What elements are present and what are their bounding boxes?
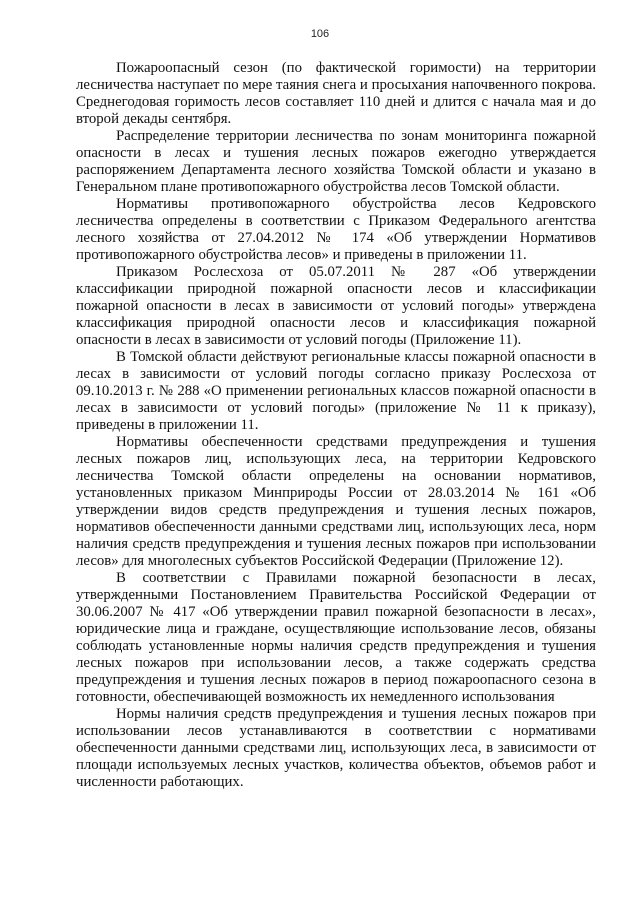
paragraph-fire-safety-rules: В соответствии с Правилами пожарной безопасности в лесах, утвержденными Постановлением Правительства Российской Федерации от 30.06.2007 № 417 «Об утверждении правил пожарной безопасности в лесах», юридические лица и граждане, осуществляющие использование лесов, обязаны соблюдать установленные нормы наличия средств предупреждения и тушения лесных пожаров при использовании лесов, а также содержать средства предупреждения и тушения лесных пожаров в период пожароопасного сезона в готовности, обеспечивающей возможность их немедленного использования — [76, 570, 596, 705]
paragraph-monitoring-zones: Распределение территории лесничества по зонам мониторинга пожарной опасности в лесах и тушения лесных пожаров ежегодно утверждается распоряжением Департамента лесного хозяйства Томской области и указано в Генеральном плане противопожарного обустройства лесов Томской области. — [76, 128, 596, 195]
paragraph-fire-prevention-norms: Нормативы противопожарного обустройства лесов Кедровского лесничества определены в соответствии с Приказом Федерального агентства лесного хозяйства от 27.04.2012 № 174 «Об утверждении Нормативов противопожарного обустройства лесов» и приведены в приложении 11. — [76, 196, 596, 263]
page-number: 106 — [310, 28, 330, 40]
paragraph-hazard-classification: Приказом Рослесхоза от 05.07.2011 № 287 «Об утверждении классификации природной пожарной опасности лесов и классификации пожарной опасности в лесах в зависимости от условий погоды» утверждена классификация природной опасности лесов и классификация пожарной опасности в лесах в зависимости от условий погоды (Приложение 11). — [76, 264, 596, 348]
body-text — [76, 60, 596, 791]
paragraph-regional-classes: В Томской области действуют региональные классы пожарной опасности в лесах в зависимости от условий погоды согласно приказу Рослесхоза от 09.10.2013 г. № 288 «О применении региональных классов пожарной опасности в лесах в зависимости от условий погоды» (приложение № 11 к приказу), приведены в приложении 11. — [76, 349, 596, 433]
paragraph-equipment-norms: Нормативы обеспеченности средствами предупреждения и тушения лесных пожаров лиц, использующих леса, на территории Кедровского лесничества Томской области определены на основании нормативов, установленных приказом Минприроды России от 28.03.2014 № 161 «Об утверждении видов средств предупреждения и тушения лесных пожаров, нормативов обеспеченности данными средствами лиц, использующих леса, норм наличия средств предупреждения и тушения лесных пожаров при использовании лесов» для многолесных субъектов Российской Федерации (Приложение 12). — [76, 434, 596, 569]
paragraph-equipment-availability: Нормы наличия средств предупреждения и тушения лесных пожаров при использовании лесов устанавливаются в соответствии с нормативами обеспеченности данными средствами лиц, использующих леса, в зависимости от площади используемых лесных участков, количества объектов, объемов работ и численности работающих. — [76, 706, 596, 790]
paragraph-fire-season: Пожароопасный сезон (по фактической горимости) на территории лесничества наступает по мере таяния снега и просыхания напочвенного покрова. Среднегодовая горимость лесов составляет 110 дней и длится с начала мая и до второй декады сентября. — [76, 60, 596, 127]
